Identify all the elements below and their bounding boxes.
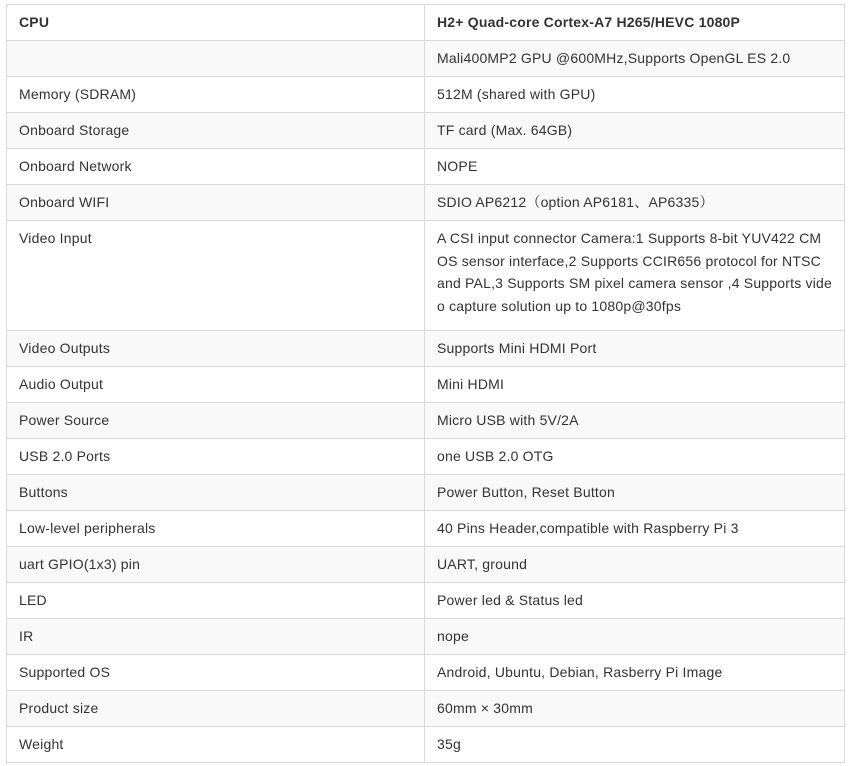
table-row	[7, 727, 845, 763]
spec-value: Mini HDMI	[425, 367, 845, 403]
table-row	[7, 403, 845, 439]
spec-value: 512M (shared with GPU)	[425, 77, 845, 113]
spec-value: Android, Ubuntu, Debian, Rasberry Pi Image	[425, 655, 845, 691]
table-row	[7, 41, 845, 77]
spec-label: Video Outputs	[7, 331, 425, 367]
table-row	[7, 367, 845, 403]
spec-value: Power led & Status led	[425, 583, 845, 619]
table-row	[7, 221, 845, 331]
table-row	[7, 655, 845, 691]
spec-value: Supports Mini HDMI Port	[425, 331, 845, 367]
spec-value: one USB 2.0 OTG	[425, 439, 845, 475]
table-row	[7, 583, 845, 619]
spec-value: 40 Pins Header,compatible with Raspberry Pi 3	[425, 511, 845, 547]
table-row	[7, 149, 845, 185]
spec-value: 35g	[425, 727, 845, 763]
spec-label: Onboard WIFI	[7, 185, 425, 221]
table-row	[7, 113, 845, 149]
spec-value: H2+ Quad-core Cortex-A7 H265/HEVC 1080P	[425, 5, 845, 41]
table-row	[7, 439, 845, 475]
spec-value: Power Button, Reset Button	[425, 475, 845, 511]
spec-label: LED	[7, 583, 425, 619]
spec-value: 60mm × 30mm	[425, 691, 845, 727]
spec-label: Video Input	[7, 221, 425, 331]
spec-label: Low-level peripherals	[7, 511, 425, 547]
table-row	[7, 511, 845, 547]
spec-label: uart GPIO(1x3) pin	[7, 547, 425, 583]
spec-label: Product size	[7, 691, 425, 727]
table-row	[7, 5, 845, 41]
spec-label: Power Source	[7, 403, 425, 439]
spec-value: Mali400MP2 GPU @600MHz,Supports OpenGL ES 2.0	[425, 41, 845, 77]
spec-value: TF card (Max. 64GB)	[425, 113, 845, 149]
table-row	[7, 331, 845, 367]
spec-label: Audio Output	[7, 367, 425, 403]
table-row	[7, 77, 845, 113]
table-row	[7, 691, 845, 727]
table-row	[7, 185, 845, 221]
table-row	[7, 547, 845, 583]
spec-label: IR	[7, 619, 425, 655]
spec-label: Supported OS	[7, 655, 425, 691]
spec-value: A CSI input connector Camera:1 Supports 8-bit YUV422 CMOS sensor interface,2 Supports CCIR656 protocol for NTSC and PAL,3 Supports SM pixel camera sensor ,4 Supports video capture solution up to 1080p@30fps	[425, 221, 845, 331]
spec-label: Weight	[7, 727, 425, 763]
spec-value: SDIO AP6212（option AP6181、AP6335）	[425, 185, 845, 221]
spec-label: Memory (SDRAM)	[7, 77, 425, 113]
spec-value: nope	[425, 619, 845, 655]
spec-label	[7, 41, 425, 77]
spec-label: CPU	[7, 5, 425, 41]
spec-label: USB 2.0 Ports	[7, 439, 425, 475]
spec-label: Onboard Storage	[7, 113, 425, 149]
spec-label: Onboard Network	[7, 149, 425, 185]
table-row	[7, 619, 845, 655]
spec-value: UART, ground	[425, 547, 845, 583]
spec-value: Micro USB with 5V/2A	[425, 403, 845, 439]
spec-table	[6, 4, 845, 763]
table-row	[7, 475, 845, 511]
spec-value: NOPE	[425, 149, 845, 185]
spec-label: Buttons	[7, 475, 425, 511]
